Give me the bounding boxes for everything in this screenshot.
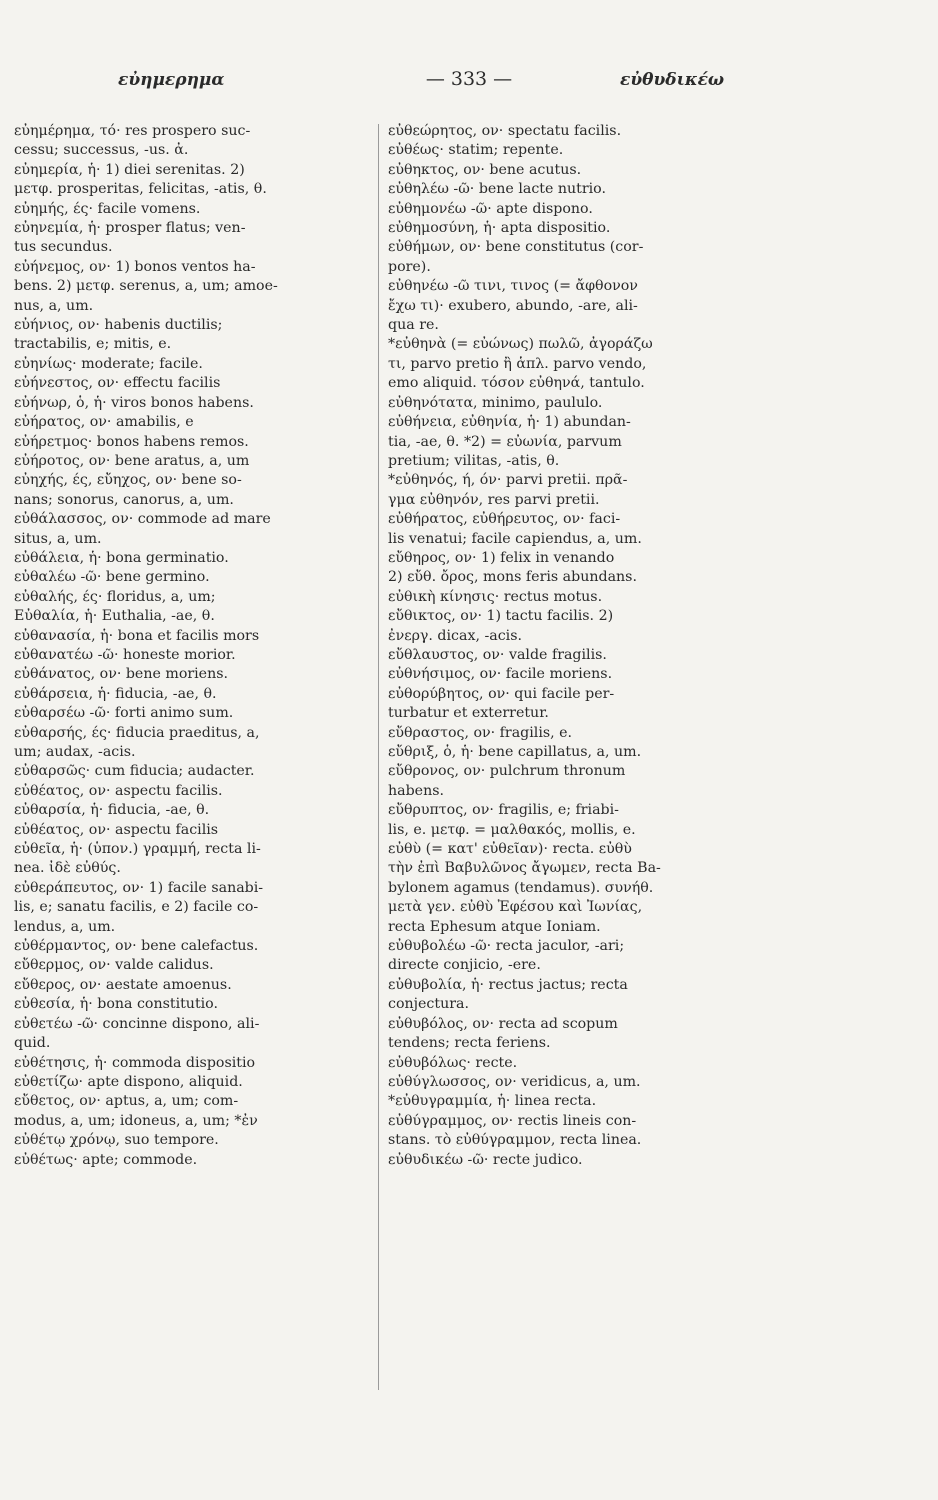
entry-line: εὐθορύβητος, ον· qui facile per- xyxy=(388,685,615,702)
entry-line: εὐθανατέω -ῶ· honeste morior. xyxy=(14,646,236,663)
entry-line: *εὐθυγραμμία, ἡ· linea recta. xyxy=(388,1093,597,1110)
entry-line: pretium; vilitas, -atis, θ. xyxy=(388,452,560,469)
entry-line: εὐθηκτος, ον· bene acutus. xyxy=(388,161,582,178)
entry-line: turbatur et exterretur. xyxy=(388,705,549,722)
entry-line: εὐθὺ (= κατ' εὐθεῖαν)· recta. εὐθὺ xyxy=(388,841,632,858)
entry-line: *εὐθηνός, ή, όν· parvi pretii. πρᾶ- xyxy=(388,472,628,489)
entry-line: εὔθρονος, ον· pulchrum thronum xyxy=(388,763,626,780)
entry-line: habens. xyxy=(388,782,445,799)
entry-line: ἔχω τι)· exubero, abundo, -are, ali- xyxy=(388,297,638,314)
entry-line: emo aliquid. τόσον εὐθηνά, tantulo. xyxy=(388,375,645,392)
entry-line: *εὐθηνὰ (= εὐώνως) πωλῶ, ἀγοράζω xyxy=(388,336,653,353)
entry-line: εὐθεώρητος, ον· spectatu facilis. xyxy=(388,123,622,139)
entry-line: εὐθαρσέω -ῶ· forti animo sum. xyxy=(14,705,234,722)
entry-line: εὔθρυπτος, ον· fragilis, e; friabi- xyxy=(388,802,619,819)
entry-line: εὐθήρατος, εὐθήρευτος, ον· faci- xyxy=(388,511,621,528)
entry-line: tia, -ae, θ. *2) = εὐωνία, parvum xyxy=(388,433,622,450)
entry-line: εὐθαρσῶς· cum fiducia; audacter. xyxy=(14,763,255,780)
entry-line: lis, e; sanatu facilis, e 2) facile co- xyxy=(14,899,259,916)
entry-line: situs, a, um. xyxy=(14,530,102,547)
entry-line: εὐηνίως· moderate; facile. xyxy=(14,355,203,372)
entry-line: um; audax, -acis. xyxy=(14,744,136,760)
entry-line: cessu; successus, -us. ἀ. xyxy=(14,142,189,159)
entry-line: εὐημέρημα, τό· res prospero suc- xyxy=(14,123,251,139)
entry-line: εὐθικὴ κίνησις· rectus motus. xyxy=(388,588,603,605)
entry-line: εὔθριξ, ὁ, ἡ· bene capillatus, a, um. xyxy=(388,744,642,760)
entry-line: εὐημής, ές· facile vomens. xyxy=(14,200,201,217)
entry-line: εὐθαρσής, ές· fiducia praeditus, a, xyxy=(14,724,260,741)
entry-line: ἐνεργ. dicax, -acis. xyxy=(388,627,522,644)
entry-line: εὔθερμος, ον· valde calidus. xyxy=(14,957,214,974)
entry-line: εὔθερος, ον· aestate amoenus. xyxy=(14,976,232,993)
entry-line: Εὐθαλία, ἡ· Euthalia, -ae, θ. xyxy=(14,608,215,625)
entry-line: γμα εὐθηνόν, res parvi pretii. xyxy=(388,491,600,508)
page-number: — 333 — xyxy=(425,68,513,90)
entry-line: μετφ. prosperitas, felicitas, -atis, θ. xyxy=(14,181,267,198)
entry-line: εὐήνωρ, ὁ, ἡ· viros bonos habens. xyxy=(14,394,254,411)
entry-line: nus, a, um. xyxy=(14,297,94,314)
entry-line: εὐθήμων, ον· bene constitutus (cor- xyxy=(388,239,644,256)
entry-line: lis venatui; facile capiendus, a, um. xyxy=(388,530,642,547)
entry-line: εὐθέτησις, ἡ· commoda dispositio xyxy=(14,1054,256,1071)
entry-line: εὐθάλασσος, ον· commode ad mare xyxy=(14,511,271,528)
entry-line: εὐημερία, ἡ· 1) diei serenitas. 2) xyxy=(14,161,245,178)
column-divider xyxy=(378,124,379,1390)
entry-line: lendus, a, um. xyxy=(14,918,116,935)
entry-line: εὐθανασία, ἡ· bona et facilis mors xyxy=(14,627,260,644)
entry-line: εὐθάρσεια, ἡ· fiducia, -ae, θ. xyxy=(14,685,217,702)
entry-line: εὐθυδικέω -ῶ· recte judico. xyxy=(388,1151,583,1168)
entry-line: nans; sonorus, canorus, a, um. xyxy=(14,491,234,508)
entry-line: tractabilis, e; mitis, e. xyxy=(14,336,172,353)
entry-line: lis, e. μετφ. = μαλθακός, mollis, e. xyxy=(388,821,636,838)
entry-line: εὐήρατος, ον· amabilis, e xyxy=(14,414,194,431)
entry-line: τι, parvo pretio ἢ ἁπλ. parvo vendo, xyxy=(388,355,647,372)
entry-line: εὐθυβόλως· recte. xyxy=(388,1054,518,1071)
entry-line: εὐηχής, ές, εὔηχος, ον· bene so- xyxy=(14,472,242,489)
entry-line: εὐθέτῳ χρόνῳ, suo tempore. xyxy=(14,1132,219,1149)
entry-line: modus, a, um; idoneus, a, um; *ἐν xyxy=(14,1112,258,1129)
entry-line: bylonem agamus (tendamus). συνήθ. xyxy=(388,879,654,896)
entry-line: recta Ephesum atque Ioniam. xyxy=(388,918,601,935)
left-running-headword: εὐημερημα xyxy=(118,70,225,90)
entry-line: εὐήνεμος, ον· 1) bonos ventos ha- xyxy=(14,258,256,275)
entry-line: tendens; recta feriens. xyxy=(388,1035,551,1052)
entry-line: μετὰ γεν. εὐθὺ Ἐφέσου καὶ Ἰωνίας, xyxy=(388,899,643,916)
entry-line: εὐθετίζω· apte dispono, aliquid. xyxy=(14,1073,243,1090)
entry-line: εὔθηρος, ον· 1) felix in venando xyxy=(388,549,615,566)
entry-line: εὐθύγλωσσος, ον· veridicus, a, um. xyxy=(388,1073,641,1090)
entry-line: εὐθετέω -ῶ· concinne dispono, ali- xyxy=(14,1015,260,1032)
entry-line: 2) εὔθ. ὄρος, mons feris abundans. xyxy=(388,569,637,586)
entry-line: εὐθυβόλος, ον· recta ad scopum xyxy=(388,1015,618,1032)
entry-line: εὐθνήσιμος, ον· facile moriens. xyxy=(388,666,613,683)
entry-line: εὐήνιος, ον· habenis ductilis; xyxy=(14,317,223,334)
entry-line: εὐήνεστος, ον· effectu facilis xyxy=(14,375,221,392)
entry-line: εὐθάλεια, ἡ· bona germinatio. xyxy=(14,549,229,566)
entry-line: tus secundus. xyxy=(14,239,113,256)
entry-line: stans. τὸ εὐθύγραμμον, recta linea. xyxy=(388,1132,642,1149)
entry-line: εὐθαρσία, ἡ· fiducia, -ae, θ. xyxy=(14,802,210,819)
entry-line: pore). xyxy=(388,258,431,275)
entry-line: εὐθαλέω -ῶ· bene germino. xyxy=(14,569,210,586)
page-header xyxy=(0,62,938,102)
left-column xyxy=(14,122,370,1170)
entry-line: εὐθύγραμμος, ον· rectis lineis con- xyxy=(388,1112,637,1129)
entry-line: εὐθηνέω -ῶ τινι, τινος (= ἄφθονον xyxy=(388,278,638,295)
entry-line: εὐθήνεια, εὐθηνία, ἡ· 1) abundan- xyxy=(388,414,631,431)
entry-line: εὐθημονέω -ῶ· apte dispono. xyxy=(388,200,593,217)
entry-line: εὐθηλέω -ῶ· bene lacte nutrio. xyxy=(388,181,606,198)
entry-line: εὐθεσία, ἡ· bona constitutio. xyxy=(14,996,218,1013)
entry-line: εὐθέως· statim; repente. xyxy=(388,142,564,159)
entry-line: εὐθημοσύνη, ἡ· apta dispositio. xyxy=(388,220,611,237)
entry-line: τὴν ἐπὶ Βαβυλῶνος ἄγωμεν, recta Ba- xyxy=(388,860,661,877)
entry-line: conjectura. xyxy=(388,996,469,1013)
entry-line: εὔθικτος, ον· 1) tactu facilis. 2) xyxy=(388,608,614,625)
entry-line: εὐθάνατος, ον· bene moriens. xyxy=(14,666,229,683)
entry-line: εὐθέρμαντος, ον· bene calefactus. xyxy=(14,938,259,955)
entry-line: quid. xyxy=(14,1035,51,1052)
entry-line: εὔθραστος, ον· fragilis, e. xyxy=(388,724,573,741)
entry-line: εὐθεράπευτος, ον· 1) facile sanabi- xyxy=(14,879,264,896)
entry-line: εὐθυβολία, ἡ· rectus jactus; recta xyxy=(388,976,628,993)
entry-line: εὐθηνότατα, minimo, paululo. xyxy=(388,394,603,411)
entry-line: directe conjicio, -ere. xyxy=(388,957,541,974)
entry-line: εὐήρετμος· bonos habens remos. xyxy=(14,433,249,450)
entry-line: εὐθέατος, ον· aspectu facilis. xyxy=(14,782,223,799)
entry-line: εὐθεῖα, ἡ· (ὑπον.) γραμμή, recta li- xyxy=(14,841,261,858)
entry-line: εὐθυβολέω -ῶ· recta jaculor, -ari; xyxy=(388,938,625,955)
entry-line: εὐηνεμία, ἡ· prosper flatus; ven- xyxy=(14,220,246,237)
entry-line: εὔθλαυστος, ον· valde fragilis. xyxy=(388,646,607,663)
entry-line: εὔθετος, ον· aptus, a, um; com- xyxy=(14,1093,239,1110)
right-column xyxy=(388,122,780,1170)
right-running-headword: εὐθυδικέω xyxy=(620,70,725,90)
entry-line: bens. 2) μετφ. serenus, a, um; amoe- xyxy=(14,278,278,295)
entry-line: qua re. xyxy=(388,317,439,334)
entry-line: nea. ἰδὲ εὐθύς. xyxy=(14,860,121,877)
entry-line: εὐθέατος, ον· aspectu facilis xyxy=(14,821,219,838)
entry-line: εὐθαλής, ές· floridus, a, um; xyxy=(14,588,216,605)
entry-line: εὐήροτος, ον· bene aratus, a, um xyxy=(14,452,250,469)
entry-line: εὐθέτως· apte; commode. xyxy=(14,1151,198,1168)
